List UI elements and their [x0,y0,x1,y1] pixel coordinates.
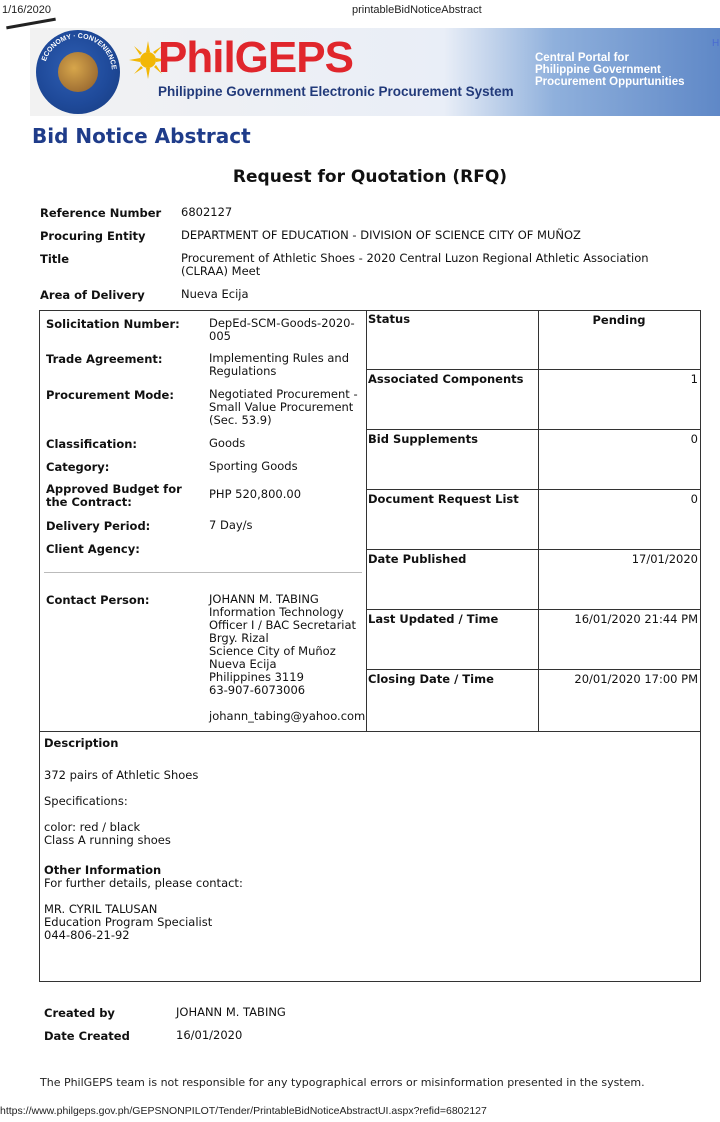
status-value-divider [538,310,539,731]
description-line-4: Class A running shoes [44,832,171,847]
edge-link[interactable]: H [712,38,720,49]
date-created-value: 16/01/2020 [176,1028,243,1042]
portal-line-1: Central Portal for [535,52,629,64]
date-published-value: 17/01/2020 [631,552,698,566]
description-line-1: 372 pairs of Athletic Shoes [44,767,199,782]
associated-components-value: 1 [690,372,698,386]
date-published-label: Date Published [368,552,467,566]
right-row-divider [366,369,701,370]
reference-number-label: Reference Number [40,206,162,220]
other-line-1: For further details, please contact: [44,876,243,890]
other-information-heading: Other Information [44,862,162,877]
contact-person-block [209,593,364,723]
contact-address-3: Nueva Ecija [209,657,277,671]
contact-address-2: Science City of Muñoz [209,644,336,658]
bid-supplements-label: Bid Supplements [368,432,478,446]
reference-number-value: 6802127 [181,205,233,219]
closing-date-label: Closing Date / Time [368,672,494,686]
delivery-period-label: Delivery Period: [46,519,151,533]
right-row-divider [366,609,701,610]
solicitation-number-label: Solicitation Number: [46,317,180,331]
contact-phone: 63-907-6073006 [209,683,306,697]
portal-tagline [535,52,715,88]
classification-label: Classification: [46,437,138,451]
trade-agreement-label: Trade Agreement: [46,352,163,366]
contact-position-2: Officer I / BAC Secretariat [209,618,357,632]
brand-subtitle: Philippine Government Electronic Procurement System [158,84,514,99]
document-request-list-label: Document Request List [368,492,519,506]
page-url: https://www.philgeps.gov.ph/GEPSNONPILOT/Tender/PrintableBidNoticeAbstractUI.aspx?refid=6802127 [0,1105,487,1117]
title-value: Procurement of Athletic Shoes - 2020 Central Luzon Regional Athletic Association (CLRAA) Meet [181,251,649,278]
procuring-entity-label: Procuring Entity [40,229,146,243]
contact-person-label: Contact Person: [46,593,150,607]
procuring-entity-value: DEPARTMENT OF EDUCATION - DIVISION OF SCIENCE CITY OF MUÑOZ [181,228,581,242]
approved-budget-value: PHP 520,800.00 [209,487,302,501]
status-label: Status [368,312,411,326]
print-page-title: printableBidNoticeAbstract [352,4,482,16]
created-by-label: Created by [44,1006,115,1020]
right-row-divider [366,429,701,430]
area-of-delivery-label: Area of Delivery [40,288,145,302]
bid-supplements-value: 0 [690,432,698,446]
procurement-mode-label: Procurement Mode: [46,388,174,402]
category-value: Sporting Goods [209,459,298,473]
trade-agreement-value: Implementing Rules and Regulations [209,351,349,378]
status-value: Pending [592,313,646,327]
document-request-list-value: 0 [690,492,698,506]
column-divider [366,310,367,731]
solicitation-number-value: DepEd-SCM-Goods-2020-005 [209,316,355,343]
description-section [44,737,684,942]
disclaimer: The PhilGEPS team is not responsible for any typographical errors or misinformation presented in the system. [40,1076,645,1089]
description-line-3: color: red / black [44,819,141,834]
contact-position-1: Information Technology [209,605,344,619]
contact-email: johann_tabing@yahoo.com [209,709,366,723]
created-by-value: JOHANN M. TABING [176,1005,286,1019]
classification-value: Goods [209,436,246,450]
contact-separator [44,572,362,573]
last-updated-label: Last Updated / Time [368,612,499,626]
delivery-period-value: 7 Day/s [209,518,253,532]
contact-address-1: Brgy. Rizal [209,631,269,645]
date-created-label: Date Created [44,1029,130,1043]
category-label: Category: [46,460,110,474]
seal-ring-text [36,30,120,114]
last-updated-value: 16/01/2020 21:44 PM [574,612,698,626]
right-row-divider [366,669,701,670]
closing-date-value: 20/01/2020 17:00 PM [574,672,698,686]
svg-text:ECONOMY · CONVENIENCE: ECONOMY · CONVENIENCE [40,32,117,71]
rfq-title: Request for Quotation (RFQ) [232,167,508,187]
procurement-mode-value: Negotiated Procurement - Small Value Procurement (Sec. 53.9) [209,387,358,427]
page-title: Bid Notice Abstract [32,124,251,148]
area-of-delivery-value: Nueva Ecija [181,287,249,301]
approved-budget-label: Approved Budget for the Contract: [46,482,182,509]
other-line-3: Education Program Specialist [44,915,213,929]
portal-line-2: Philippine Government [535,64,661,76]
description-divider [39,731,701,732]
other-line-2: MR. CYRIL TALUSAN [44,902,158,916]
other-line-4: 044-806-21-92 [44,928,130,942]
brand-name: PhilGEPS [158,33,353,82]
description-heading: Description [44,736,119,750]
description-line-2: Specifications: [44,793,128,808]
associated-components-label: Associated Components [368,372,524,386]
contact-address-4: Philippines 3119 [209,670,304,684]
contact-name: JOHANN M. TABING [209,592,319,606]
print-date: 1/16/2020 [2,4,51,16]
title-label: Title [40,252,70,266]
right-row-divider [366,489,701,490]
portal-line-3: Procurement Oppurtunities [535,76,685,88]
client-agency-label: Client Agency: [46,542,140,556]
right-row-divider [366,549,701,550]
